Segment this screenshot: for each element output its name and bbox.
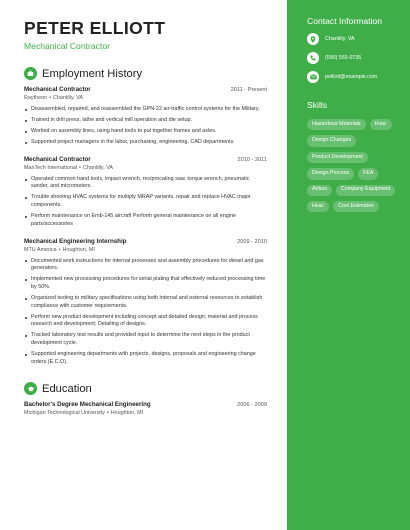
degree-title: Bachelor's Degree Mechanical Engineering: [24, 401, 151, 409]
job-title: Mechanical Contractor: [24, 86, 91, 93]
contact-email[interactable]: [307, 70, 400, 84]
job-bullet: Operated common hand tools, impact wrench, reciprocating saw, torque wrench, pneumatic sander, and micrometers.: [24, 176, 267, 191]
phone-text: (590) 555-0735: [325, 55, 362, 61]
map-pin-icon: [307, 33, 319, 45]
skill-tag: Cost Estimates: [333, 201, 379, 212]
employment-section-header: [24, 67, 267, 80]
education-section-title: Education: [42, 382, 92, 395]
job-bullets: [24, 106, 267, 147]
school-location: Houghton, MI: [110, 410, 144, 417]
job-company: MTU America: [24, 246, 57, 253]
job-bullet: Supported project managers in the labor, purchasing, engineering, CAD departments.: [24, 139, 267, 147]
job-entry: Mechanical Engineering Internship 2009 - 2010 MTU America • Houghton, MI Documented work instructions for internal processes and assembly procedures for diesel and gas generators. Implemented new processing procedures for serial plating that effectively reduced processing time by 50%. Organized testing to military specifications using both internal and external resources to establish compliance with customer requirements. Perform new product development including concept and detailed design; material and process research and development; Detailing of designs. Tracked laboratory test results and provided input to determine the next steps in the product development cycle. Supported engineering departments with projects, designs, proposals and engineering change orders (E.C.O).: [24, 237, 267, 365]
skill-tag: Hvac: [370, 119, 392, 130]
job-location: Houghton, MI: [62, 246, 95, 253]
job-bullet: Perform maintenance on Emb-145 aircraft Perform general maintenance on all engine parts/accessories: [24, 213, 267, 228]
job-bullet: Tracked laboratory test results and provided input to determine the next steps in the product development cycle.: [24, 332, 267, 347]
job-title: Mechanical Engineering Internship: [24, 237, 127, 245]
education-dates: 2006 - 2009: [237, 402, 267, 409]
skill-tag: FEA: [358, 168, 378, 179]
skill-tag: Company Equipment: [336, 185, 395, 196]
job-bullet: Disassembled, repaired, and reassembled the GPN-22 air-traffic control systems for the Military.: [24, 106, 267, 114]
job-bullets: [24, 176, 267, 229]
phone-icon: [307, 52, 319, 64]
briefcase-icon: [24, 67, 37, 80]
contact-phone: [307, 51, 400, 65]
job-list: [24, 86, 267, 366]
job-dates: 2010 - 2011: [237, 156, 267, 163]
contact-heading: Contact Information: [307, 16, 382, 26]
education-entry: Bachelor's Degree Mechanical Engineering 2006 - 2009 Michigan Technological University • Houghton, MI: [24, 401, 267, 417]
job-dates: 2009 - 2010: [237, 238, 267, 245]
job-location: Chantilly, VA: [52, 95, 84, 101]
job-company: Raytheon: [24, 95, 48, 101]
email-text[interactable]: pelliott@example.com: [325, 74, 378, 80]
email-icon: [307, 71, 319, 83]
job-location: Chantilly, VA: [82, 164, 113, 171]
job-company: ManTech International: [24, 164, 78, 171]
skill-tag: Hazardous Materials: [307, 119, 366, 130]
education-section-header: [24, 382, 267, 395]
skill-tag: Design Process: [307, 168, 354, 179]
graduation-cap-icon: [24, 382, 37, 395]
employment-section-title: Employment History: [42, 67, 143, 80]
skill-tag: Product Development: [307, 152, 368, 163]
location-text: Chantilly, VA: [325, 36, 355, 42]
contact-location: [307, 32, 400, 46]
candidate-name: PETER ELLIOTT: [24, 18, 166, 38]
job-title: Mechanical Contractor: [24, 155, 91, 163]
job-bullet: Trouble shooting HVAC systems for multiply MRAP variants, repair and replace HVAC major components.: [24, 194, 267, 209]
skill-tag: Design Changes: [307, 135, 356, 146]
job-bullet: Supported engineering departments with projects, designs, proposals and engineering change orders (E.C.O).: [24, 351, 267, 366]
skill-tag: Airbus: [307, 185, 332, 196]
school-name: Michigan Technological University: [24, 410, 105, 417]
job-bullet: Implemented new processing procedures for serial plating that effectively reduced processing time by 50%.: [24, 276, 267, 291]
job-bullet: Worked on assembly lines, using hand tools to put together frames and axles.: [24, 128, 267, 136]
candidate-title: Mechanical Contractor: [24, 41, 110, 51]
skills-list: [307, 119, 405, 217]
skills-heading: Skills: [307, 100, 328, 110]
job-dates: 2011 - Present: [230, 87, 267, 93]
job-entry: Mechanical Contractor 2010 - 2011 ManTech International • Chantilly, VA Operated common hand tools, impact wrench, reciprocating saw, torque wrench, pneumatic sander, and micrometers. Trouble shooting HVAC systems for multiply MRAP variants, repair and replace HVAC major components. Perform maintenance on Emb-145 aircraft Perform general maintenance on all engine parts/accessories: [24, 155, 267, 227]
job-bullets: [24, 258, 267, 367]
job-bullet: Perform new product development including concept and detailed design; material and process research and development; Detailing of designs.: [24, 314, 267, 329]
job-bullet: Trained in drill press, lathe and vertical mill operation and die setup.: [24, 117, 267, 125]
job-bullet: Documented work instructions for internal processes and assembly procedures for diesel and gas generators.: [24, 258, 267, 273]
job-bullet: Organized testing to military specifications using both internal and external resources to establish compliance with customer requirements.: [24, 295, 267, 310]
resume-sidebar: [287, 0, 410, 530]
skill-tag: Hvac: [307, 201, 329, 212]
job-entry: Mechanical Contractor 2011 - Present Raytheon • Chantilly, VA Disassembled, repaired, and reassembled the GPN-22 air-traffic control systems for the Military. Trained in drill press, lathe and vertical mill operation and die setup. Worked on assembly lines, using hand tools to put together frames and axles. Supported project managers in the labor, purchasing, engineering, CAD departments.: [24, 86, 267, 145]
